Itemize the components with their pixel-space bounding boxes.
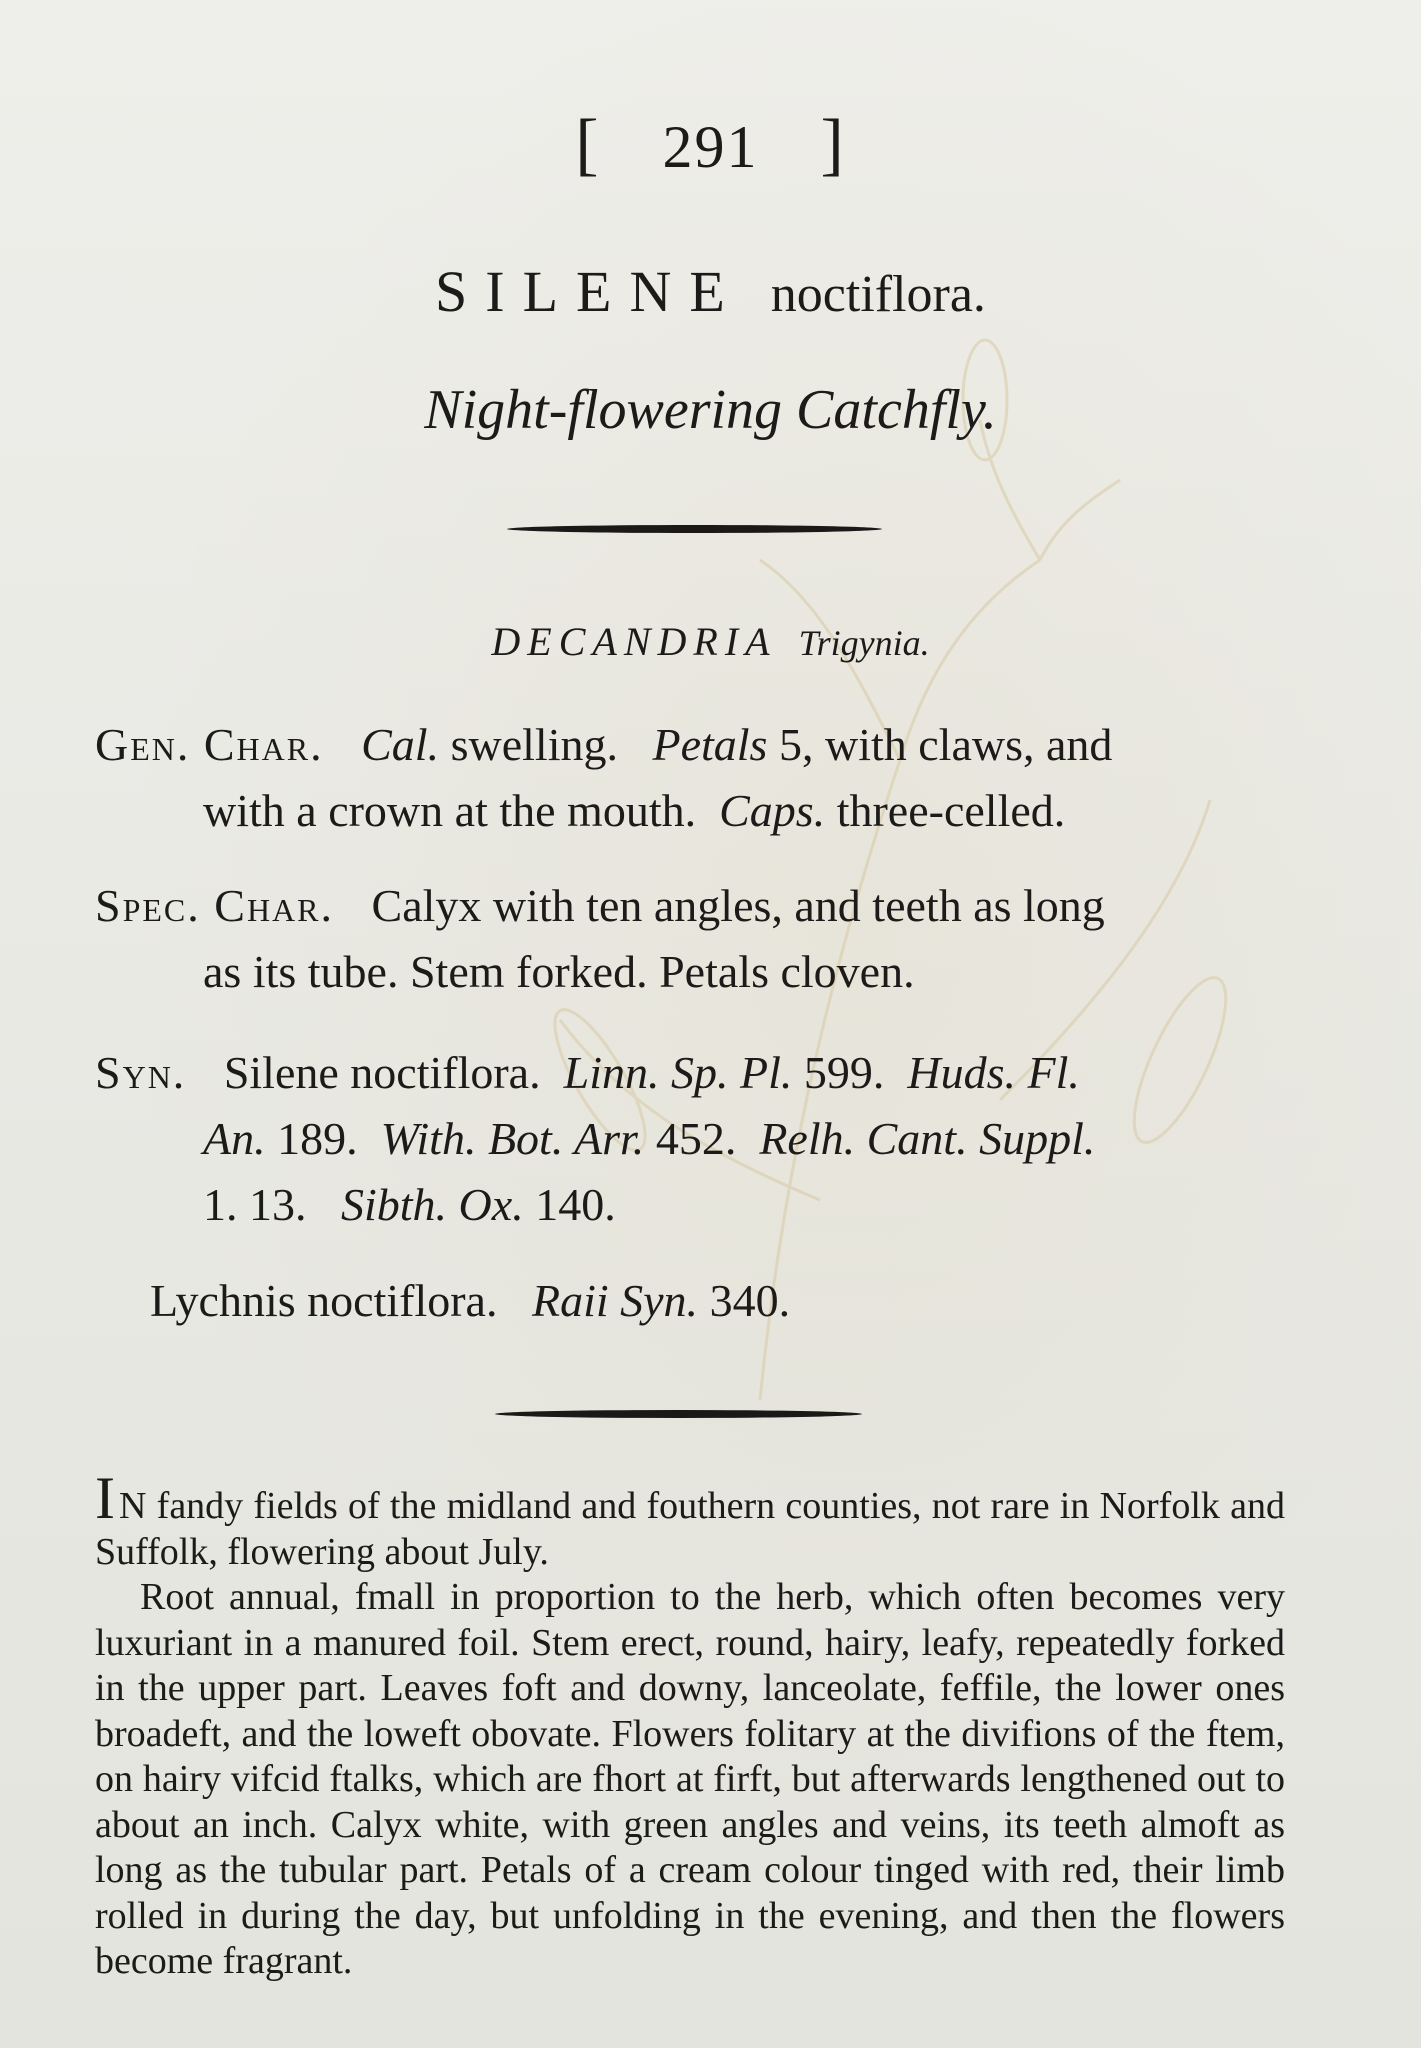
synonym-silene: Silene noctiflora. xyxy=(223,1047,541,1098)
ref-linnaeus: Linn. Sp. Pl. xyxy=(563,1047,793,1098)
ref-withering: With. Bot. Arr. xyxy=(380,1113,645,1164)
description xyxy=(95,1465,1285,1985)
ref-hudson-page: 189. xyxy=(277,1113,358,1164)
paragraph-1-text: fandy fields of the midland and fouthern counties, not rare in Norfolk and Suffolk, flowering about July. xyxy=(95,1485,1285,1573)
ref-relhan: Relh. Cant. Suppl. xyxy=(759,1113,1096,1164)
specific-character-line1: Calyx with ten angles, and teeth as long xyxy=(371,880,1105,931)
drop-cap: I xyxy=(95,1465,115,1531)
first-letter: N xyxy=(118,1485,147,1527)
caps-abbr: Caps. xyxy=(719,785,826,836)
class-name: DECANDRIA xyxy=(491,619,777,664)
description-paragraph-2: Root annual, fmall in proportion to the herb, which often becomes very luxuriant in a manured foil. Stem erect, round, hairy, leafy, repeatedly forked in the upper part. Leaves foft and downy, lanceolate, feffile, the lower ones broadeft, and the loweft obovate. Flowers folitary at the divifions of the ftem, on hairy vifcid ftalks, which are fhort at firft, but afterwards lengthened out to about an inch. Calyx white, with green angles and veins, its teeth almoft as long as the tubular part. Petals of a cream colour tinged with red, their limb rolled in during the day, but unfolding in the evening, and then the flowers become fragrant. xyxy=(95,1576,1285,1982)
synonyms-label: Syn. xyxy=(95,1047,187,1098)
linnaean-classification xyxy=(0,618,1421,665)
ref-sibthorp-page: 140. xyxy=(535,1179,616,1230)
petals-word: Petals xyxy=(652,719,768,770)
synonyms-line3 xyxy=(95,1172,1300,1238)
synonyms-line2 xyxy=(95,1106,1300,1172)
synonyms xyxy=(95,1040,1300,1238)
generic-character-part2: 5, with claws, and xyxy=(778,719,1113,770)
generic-character xyxy=(95,712,1300,844)
ref-linnaeus-page: 599. xyxy=(803,1047,885,1098)
generic-character-label: Gen. Char. xyxy=(95,719,324,770)
generic-character-part1: swelling. xyxy=(450,719,618,770)
generic-character-part3: three-celled. xyxy=(836,785,1066,836)
bracket-left: [ xyxy=(575,106,601,183)
species-name: noctiflora. xyxy=(770,266,986,323)
description-paragraph-1 xyxy=(95,1465,1285,1575)
ref-relhan-page: 1. 13. xyxy=(203,1179,307,1230)
synonym-lychnis: Lychnis noctiflora. xyxy=(150,1275,498,1326)
section-divider-bottom xyxy=(495,1410,862,1418)
generic-character-line2 xyxy=(95,778,1300,844)
bracket-right: ] xyxy=(820,106,846,183)
specific-character-line2: as its tube. Stem forked. Petals cloven. xyxy=(203,946,915,997)
section-divider-top xyxy=(507,525,882,533)
genus-name: SILENE xyxy=(435,259,743,324)
specific-character-label: Spec. Char. xyxy=(95,880,335,931)
specific-character xyxy=(95,873,1300,1005)
ref-hudson: Huds. Fl. xyxy=(907,1047,1080,1098)
species-title xyxy=(0,258,1421,325)
ref-sibthorp: Sibth. Ox. xyxy=(341,1179,524,1230)
page-number-value: 291 xyxy=(662,114,759,180)
ref-withering-page: 452. xyxy=(655,1113,737,1164)
order-name: Trigynia. xyxy=(798,623,930,663)
page-number xyxy=(0,105,1421,185)
synonym-lychnis-entry xyxy=(150,1268,1355,1334)
ref-ray: Raii Syn. xyxy=(531,1275,699,1326)
cal-abbr: Cal. xyxy=(361,719,440,770)
common-name: Night-flowering Catchfly. xyxy=(424,379,997,441)
ref-ray-page: 340. xyxy=(709,1275,791,1326)
generic-character-line2-text: with a crown at the mouth. xyxy=(203,785,697,836)
ref-hudson-an: An. xyxy=(203,1113,266,1164)
